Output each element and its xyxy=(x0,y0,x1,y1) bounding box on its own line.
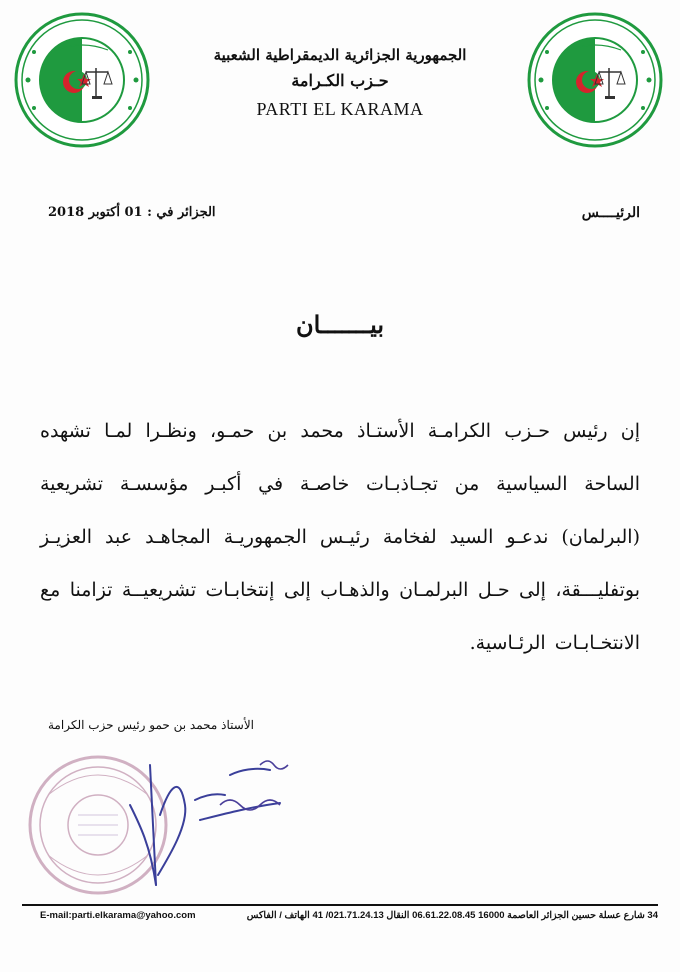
party-logo-right xyxy=(525,10,665,150)
letterhead xyxy=(180,42,500,124)
handwritten-signature xyxy=(110,745,320,895)
party-emblem-icon xyxy=(525,10,665,150)
statement-title: بيـــــــان xyxy=(295,310,385,339)
republic-name: الجمهورية الجزائرية الديمقراطية الشعبية xyxy=(213,46,467,64)
place-and-date: الجزائر في : 01 أكتوبر 2018 xyxy=(48,205,216,220)
signatory-name: الأستاذ محمد بن حمو رئيس حزب الكرامة xyxy=(48,718,255,732)
president-label: الرئيــــس xyxy=(581,205,640,221)
party-name-arabic: حـزب الكـرامة xyxy=(291,71,389,90)
statement-body: إن رئيس حـزب الكرامـة الأستـاذ محمد بن حمـو، ونظـرا لمـا تشهده الساحة السياسية من تجـاذبـات خاصـة في أكبـر مؤسسـة تشريعية (البرلمان) ندعـو السيد لفخامة رئيـس الجمهوريـة المجاهـد عبد العزيـز بوتفليـــقة، إلى حـل البرلمـان والذهـاب إلى إنتخابـات تشريعيــة تزامنا مع الانتخـابـات الرئـاسية. xyxy=(40,420,640,654)
footer-address xyxy=(247,910,658,921)
party-emblem-icon xyxy=(12,10,152,150)
footer-email: E-mail:parti.elkarama@yahoo.com xyxy=(40,910,196,921)
party-name-french: PARTI EL KARAMA xyxy=(256,99,424,119)
signature-icon xyxy=(110,745,320,895)
footer-street: 34 شارع عسلة حسين الجزائر العاصمة 16000 xyxy=(478,910,658,921)
party-logo-left xyxy=(12,10,152,150)
footer-phones: 06.61.22.08.45 النقال 021.71.24.13/ 41 الهاتف / الفاكس xyxy=(246,910,476,921)
footer-divider xyxy=(22,904,658,906)
